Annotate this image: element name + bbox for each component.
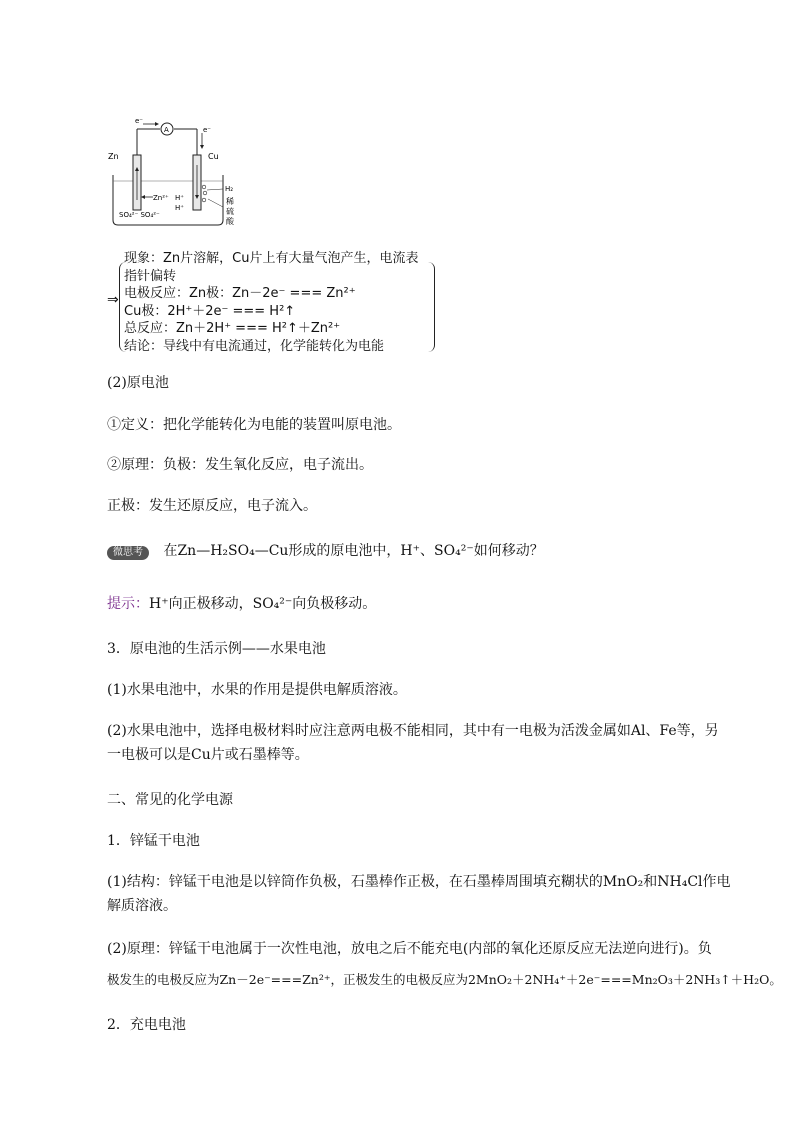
hint-label: 提示：: [107, 596, 149, 612]
heading-chemical-power: 二、常见的化学电源: [107, 792, 233, 808]
right-paren: [428, 262, 435, 352]
heading-galvanic-cell: (2)原电池: [107, 375, 169, 391]
hint: [107, 594, 376, 614]
box-line-pointer: 指针偏转: [124, 268, 177, 284]
zn2-label: Zn²⁺: [153, 194, 169, 202]
zn-label: Zn: [108, 152, 119, 161]
box-line-cu: Cu极：2H⁺＋2e⁻ === H²↑: [124, 303, 296, 319]
principle-negative: ②原理：负极：发生氧化反应，电子流出。: [107, 457, 373, 473]
box-line-conclusion: 结论：导线中有电流通过，化学能转化为电能: [124, 338, 385, 354]
heading-rechargeable: 2．充电电池: [107, 1017, 186, 1033]
h2-label: H₂: [225, 185, 234, 193]
acid-label-3: 酸: [226, 217, 234, 226]
electron-right-label: e⁻: [203, 126, 212, 134]
principle-a: (2)原理：锌锰干电池属于一次性电池，放电之后不能充电(内部的氧化还原反应无法逆向进行)。负: [107, 941, 712, 957]
implies-arrow: ⇒: [107, 292, 119, 308]
principle-positive: 正极：发生还原反应，电子流入。: [107, 498, 317, 514]
box-line-phenomenon: 现象：Zn片溶解，Cu片上有大量气泡产生，电流表: [124, 251, 419, 266]
structure-a: (1)结构：锌锰干电池是以锌筒作负极，石墨棒作正极，在石墨棒周围填充糊状的MnO₂和NH₄Cl作电: [107, 874, 731, 890]
definition: ①定义：把化学能转化为电能的装置叫原电池。: [107, 417, 401, 433]
think-text: 在Zn—H₂SO₄—Cu形成的原电池中，H⁺、SO₄²⁻如何移动？: [163, 543, 544, 559]
electron-left-label: e⁻: [135, 117, 144, 125]
box-line-electrode: 电极反应：Zn极：Zn－2e⁻ === Zn²⁺: [124, 286, 356, 301]
think-question: [107, 541, 544, 561]
hint-text: H⁺向正极移动，SO₄²⁻向负极移动。: [149, 596, 377, 612]
fruit-battery-2a: (2)水果电池中，选择电极材料时应注意两电极不能相同，其中有一电极为活泼金属如Al、Fe等，另: [107, 723, 719, 739]
box-line-total: 总反应：Zn＋2H⁺ === H²↑＋Zn²⁺: [124, 321, 341, 336]
ammeter-label: A: [164, 126, 169, 134]
acid-label-2: 硫: [226, 207, 234, 216]
fruit-battery-1: (1)水果电池中，水果的作用是提供电解质溶液。: [107, 682, 407, 698]
heading-zinc-manganese: 1．锌锰干电池: [107, 833, 200, 849]
summary-box: [124, 250, 418, 355]
think-badge: 微思考: [107, 546, 149, 560]
principle-b: 极发生的电极反应为Zn－2e⁻===Zn²⁺，正极发生的电极反应为2MnO₂＋2NH₄⁺＋2e⁻===Mn₂O₃＋2NH₃↑＋H₂O。: [107, 972, 782, 987]
h-plus-label-2: H⁺: [175, 204, 184, 212]
sulfate-label: SO₄²⁻ SO₄²⁻: [119, 211, 160, 219]
structure-b: 解质溶液。: [107, 898, 177, 914]
h-plus-label: H⁺: [175, 194, 184, 202]
fruit-battery-2b: 一电极可以是Cu片或石墨棒等。: [107, 747, 309, 763]
galvanic-cell-diagram: [105, 115, 240, 230]
acid-label-1: 稀: [226, 197, 234, 206]
heading-fruit-battery: 3．原电池的生活示例——水果电池: [107, 641, 326, 657]
cu-label: Cu: [208, 152, 219, 161]
